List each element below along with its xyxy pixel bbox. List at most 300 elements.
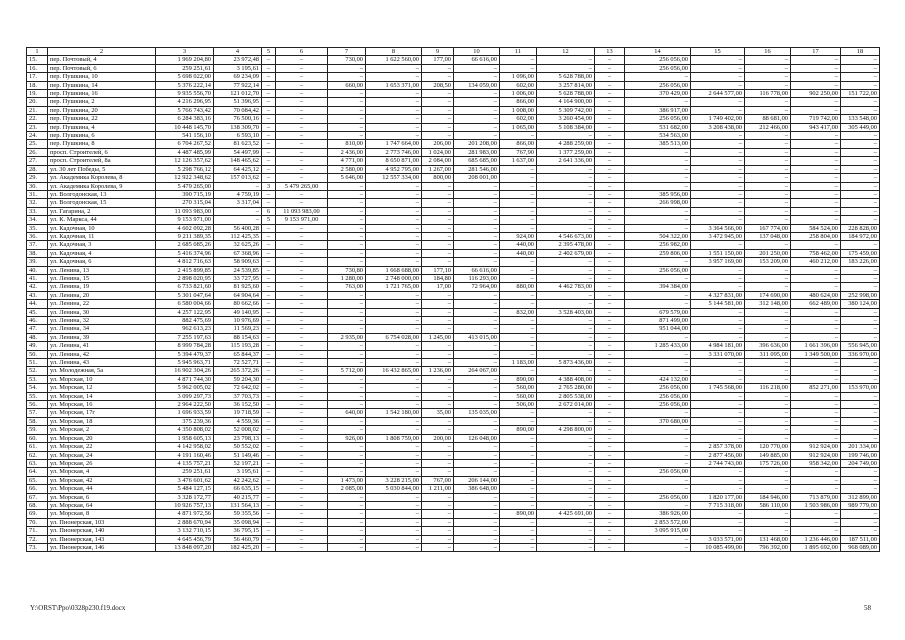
table-cell: –	[791, 216, 841, 224]
table-row	[27, 274, 880, 282]
table-cell: 1 668 688,00	[366, 266, 422, 274]
table-cell: ул. Морская, 17г	[48, 409, 156, 417]
table-cell: 1 377 259,00	[537, 148, 595, 156]
table-cell: –	[691, 266, 745, 274]
table-cell: –	[328, 384, 366, 392]
table-cell: 4 559,36	[214, 417, 262, 425]
table-cell: 208 001,00	[454, 174, 500, 182]
table-row	[27, 543, 880, 551]
table-cell: –	[276, 241, 328, 249]
table-cell: –	[691, 468, 745, 476]
table-cell: –	[422, 115, 454, 123]
table-cell: –	[537, 527, 595, 535]
table-cell: 35,00	[422, 409, 454, 417]
table-cell: 256 056,00	[625, 493, 691, 501]
table-cell: 259 806,00	[625, 249, 691, 257]
table-cell: –	[691, 527, 745, 535]
table-cell: –	[422, 199, 454, 207]
table-cell: –	[276, 115, 328, 123]
table-cell: –	[454, 308, 500, 316]
table-cell: 5 301 047,64	[156, 291, 214, 299]
table-cell: –	[276, 64, 328, 72]
table-cell: –	[328, 518, 366, 526]
table-cell: –	[500, 350, 537, 358]
table-cell: 51 149,46	[214, 451, 262, 459]
table-cell: 4 216 296,95	[156, 98, 214, 106]
table-cell: 560,00	[500, 384, 537, 392]
table-cell: –	[328, 90, 366, 98]
table-cell: –	[500, 56, 537, 64]
table-cell: –	[262, 325, 276, 333]
column-header: 15	[691, 48, 745, 56]
table-cell: 6 284 383,16	[156, 115, 214, 123]
table-cell: 27.	[27, 157, 48, 165]
table-cell: 556 945,00	[841, 342, 880, 350]
table-cell: –	[791, 476, 841, 484]
table-cell: –	[791, 317, 841, 325]
table-cell: –	[328, 241, 366, 249]
table-cell: –	[791, 518, 841, 526]
table-cell: 5 484 127,15	[156, 485, 214, 493]
table-cell: 43.	[27, 291, 48, 299]
table-cell: 504 322,00	[625, 232, 691, 240]
table-cell: 763,00	[328, 283, 366, 291]
table-cell: 184 972,00	[841, 232, 880, 240]
column-header: 18	[841, 48, 880, 56]
table-cell: ул. Морская, 12	[48, 384, 156, 392]
table-cell: 5 144 581,00	[691, 300, 745, 308]
table-row	[27, 493, 880, 501]
table-cell: 3 260 454,00	[537, 115, 595, 123]
table-cell: –	[595, 535, 625, 543]
table-cell: –	[791, 527, 841, 535]
table-cell: –	[500, 258, 537, 266]
table-cell: –	[454, 291, 500, 299]
table-cell: –	[791, 241, 841, 249]
table-cell: –	[691, 64, 745, 72]
table-cell: –	[454, 359, 500, 367]
table-cell: –	[745, 325, 791, 333]
table-cell: –	[454, 132, 500, 140]
table-cell: –	[454, 115, 500, 123]
table-cell: –	[691, 367, 745, 375]
table-cell: –	[791, 148, 841, 156]
table-cell: 24 539,85	[214, 266, 262, 274]
table-cell: –	[454, 375, 500, 383]
file-path-footer: Y:\ORST\Ppo\0328p230.f19.docx	[30, 604, 126, 612]
table-cell: –	[328, 501, 366, 509]
table-cell: –	[537, 291, 595, 299]
table-cell: –	[595, 232, 625, 240]
table-cell: –	[366, 459, 422, 467]
table-cell: –	[262, 241, 276, 249]
table-cell: –	[262, 333, 276, 341]
table-cell: 1 637,00	[500, 157, 537, 165]
table-cell: 912 924,00	[791, 451, 841, 459]
table-cell: 730,00	[328, 56, 366, 64]
table-cell: –	[791, 274, 841, 282]
table-cell: –	[262, 392, 276, 400]
table-cell: 49 140,95	[214, 308, 262, 316]
table-cell: –	[841, 157, 880, 165]
table-cell: –	[262, 510, 276, 518]
table-cell: –	[422, 510, 454, 518]
table-cell: 541 156,10	[156, 132, 214, 140]
table-cell: –	[262, 468, 276, 476]
table-cell: –	[745, 417, 791, 425]
table-row	[27, 190, 880, 198]
table-cell: ул. Морская, 42	[48, 476, 156, 484]
table-row	[27, 115, 880, 123]
table-cell: 76 500,16	[214, 115, 262, 123]
table-cell: 52 197,21	[214, 459, 262, 467]
table-cell: –	[745, 468, 791, 476]
table-cell: –	[366, 392, 422, 400]
table-cell: 54 497,99	[214, 148, 262, 156]
table-cell: –	[500, 342, 537, 350]
table-cell: –	[500, 417, 537, 425]
table-cell: –	[454, 468, 500, 476]
table-cell: –	[625, 367, 691, 375]
table-cell: –	[791, 266, 841, 274]
table-cell: 115 193,28	[214, 342, 262, 350]
table-cell: –	[841, 468, 880, 476]
table-cell: –	[500, 317, 537, 325]
table-cell: 440,00	[500, 241, 537, 249]
table-cell: пер. Пушкина, 16	[48, 90, 156, 98]
table-cell: 153 970,00	[841, 384, 880, 392]
table-cell: –	[841, 73, 880, 81]
table-cell: 2 964 222,50	[156, 401, 214, 409]
column-header: 3	[156, 48, 214, 56]
table-cell: –	[691, 510, 745, 518]
table-cell: –	[691, 140, 745, 148]
table-cell: 72.	[27, 535, 48, 543]
table-cell: –	[841, 527, 880, 535]
table-cell: –	[262, 535, 276, 543]
table-cell: ул. Морская, 64	[48, 501, 156, 509]
table-cell: 32 625,26	[214, 241, 262, 249]
table-cell: –	[366, 317, 422, 325]
table-cell: 390 715,19	[156, 190, 214, 198]
table-cell: –	[262, 73, 276, 81]
table-cell: –	[276, 190, 328, 198]
table-cell: –	[276, 485, 328, 493]
table-row	[27, 417, 880, 425]
table-cell: –	[537, 333, 595, 341]
table-cell: –	[791, 417, 841, 425]
table-cell: –	[841, 148, 880, 156]
table-cell: –	[454, 350, 500, 358]
table-cell: –	[595, 64, 625, 72]
table-cell: –	[276, 249, 328, 257]
table-cell: –	[276, 317, 328, 325]
table-cell: 5 416 374,96	[156, 249, 214, 257]
table-cell: 2 773 746,00	[366, 148, 422, 156]
table-cell: –	[500, 199, 537, 207]
table-cell: –	[262, 190, 276, 198]
table-cell: –	[791, 207, 841, 215]
table-cell: –	[691, 157, 745, 165]
table-cell: –	[422, 417, 454, 425]
table-row	[27, 266, 880, 274]
table-row	[27, 165, 880, 173]
table-cell: –	[366, 123, 422, 131]
table-cell: –	[422, 392, 454, 400]
table-cell: 730,80	[328, 266, 366, 274]
table-cell: –	[691, 148, 745, 156]
table-cell: –	[276, 165, 328, 173]
table-cell: –	[328, 224, 366, 232]
table-cell: –	[745, 81, 791, 89]
table-cell: –	[328, 106, 366, 114]
table-row	[27, 459, 880, 467]
table-cell: –	[276, 199, 328, 207]
table-cell: ул. Ленина, 41	[48, 342, 156, 350]
table-cell: –	[791, 434, 841, 442]
table-cell: –	[500, 493, 537, 501]
table-cell: 660,00	[328, 81, 366, 89]
table-cell: –	[422, 375, 454, 383]
table-cell: ул. Морская, 2	[48, 426, 156, 434]
column-header: 9	[422, 48, 454, 56]
table-cell: –	[276, 98, 328, 106]
table-cell: 852 271,00	[791, 384, 841, 392]
table-cell: –	[276, 224, 328, 232]
table-cell: –	[454, 106, 500, 114]
table-row	[27, 81, 880, 89]
table-cell: 80 662,66	[214, 300, 262, 308]
table-cell: 424 132,00	[625, 375, 691, 383]
table-cell: 890,00	[500, 426, 537, 434]
table-cell: –	[454, 426, 500, 434]
table-header-row	[27, 48, 880, 56]
table-cell: –	[454, 443, 500, 451]
table-cell: –	[454, 401, 500, 409]
table-cell: –	[745, 207, 791, 215]
table-cell: 305 449,00	[841, 123, 880, 131]
table-cell: 116 293,00	[454, 274, 500, 282]
table-cell: –	[537, 468, 595, 476]
table-cell: –	[745, 266, 791, 274]
column-header: 2	[48, 48, 156, 56]
table-cell: –	[537, 518, 595, 526]
table-cell: –	[276, 367, 328, 375]
table-cell: –	[366, 535, 422, 543]
table-cell: 4 191 160,46	[156, 451, 214, 459]
table-cell: –	[328, 350, 366, 358]
table-cell: –	[454, 232, 500, 240]
table-cell: пер. Пушкина, 14	[48, 81, 156, 89]
table-cell: ул. Морская, 8	[48, 510, 156, 518]
table-cell: –	[454, 300, 500, 308]
table-cell: 57.	[27, 409, 48, 417]
table-cell: –	[625, 443, 691, 451]
table-cell: 10 926 757,13	[156, 501, 214, 509]
table-cell: –	[422, 308, 454, 316]
table-cell: –	[625, 73, 691, 81]
table-cell: 758 462,00	[791, 249, 841, 257]
table-row	[27, 232, 880, 240]
table-cell: 1 622 560,00	[366, 56, 422, 64]
table-cell: –	[328, 216, 366, 224]
table-cell: –	[841, 317, 880, 325]
table-cell: 17.	[27, 73, 48, 81]
table-cell: –	[791, 325, 841, 333]
table-cell: –	[454, 510, 500, 518]
column-header: 14	[625, 48, 691, 56]
table-cell: –	[328, 199, 366, 207]
table-cell: 47.	[27, 325, 48, 333]
table-cell: –	[595, 367, 625, 375]
table-cell: –	[262, 543, 276, 551]
table-cell: –	[500, 333, 537, 341]
table-cell: –	[625, 182, 691, 190]
table-cell: 2 436,00	[328, 148, 366, 156]
table-row	[27, 333, 880, 341]
table-cell: –	[276, 510, 328, 518]
table-cell: –	[262, 367, 276, 375]
table-cell: –	[537, 501, 595, 509]
table-cell: –	[422, 241, 454, 249]
table-cell: –	[276, 426, 328, 434]
table-cell: 187 511,00	[841, 535, 880, 543]
table-cell: –	[422, 359, 454, 367]
table-cell: –	[454, 543, 500, 551]
table-cell: –	[595, 241, 625, 249]
table-cell: –	[276, 451, 328, 459]
table-cell: 148 465,62	[214, 157, 262, 165]
table-cell: –	[276, 535, 328, 543]
table-cell: –	[276, 359, 328, 367]
table-cell: 5 646,00	[328, 174, 366, 182]
table-cell: –	[691, 81, 745, 89]
table-cell: 9 153 971,00	[156, 216, 214, 224]
table-cell: –	[500, 182, 537, 190]
table-cell: 19.	[27, 90, 48, 98]
table-cell: –	[262, 274, 276, 282]
table-row	[27, 535, 880, 543]
table-cell: –	[595, 426, 625, 434]
table-cell: –	[841, 182, 880, 190]
table-cell: 12 922 348,62	[156, 174, 214, 182]
table-cell: –	[422, 90, 454, 98]
table-cell: 3	[262, 182, 276, 190]
table-cell: –	[745, 375, 791, 383]
table-cell: 54.	[27, 384, 48, 392]
table-cell: –	[276, 493, 328, 501]
table-cell: –	[841, 401, 880, 409]
table-cell: –	[454, 216, 500, 224]
table-cell: 3 317,04	[214, 199, 262, 207]
table-cell: –	[791, 308, 841, 316]
table-cell: ул. Пионерская, 140	[48, 527, 156, 535]
table-cell: –	[262, 98, 276, 106]
table-cell: –	[454, 392, 500, 400]
table-cell: –	[595, 90, 625, 98]
table-row	[27, 367, 880, 375]
table-cell: –	[328, 73, 366, 81]
table-cell: –	[276, 291, 328, 299]
table-cell: –	[625, 543, 691, 551]
table-cell: –	[366, 216, 422, 224]
table-row	[27, 90, 880, 98]
table-cell: –	[691, 485, 745, 493]
table-cell: –	[276, 468, 328, 476]
table-cell: –	[328, 417, 366, 425]
table-cell: 943 417,00	[791, 123, 841, 131]
table-cell: –	[595, 342, 625, 350]
table-cell: 183 226,00	[841, 258, 880, 266]
table-cell: –	[625, 274, 691, 282]
page-number: 58	[864, 604, 871, 612]
table-cell: 175 726,00	[745, 459, 791, 467]
table-cell: –	[276, 384, 328, 392]
table-cell: –	[276, 56, 328, 64]
table-cell: –	[537, 476, 595, 484]
table-cell: –	[841, 426, 880, 434]
table-cell: –	[276, 417, 328, 425]
table-cell: –	[841, 140, 880, 148]
table-cell: –	[595, 81, 625, 89]
table-row	[27, 258, 880, 266]
table-cell: 36 152,50	[214, 401, 262, 409]
table-cell: –	[625, 165, 691, 173]
table-cell: –	[500, 174, 537, 182]
table-cell: 11 569,23	[214, 325, 262, 333]
table-cell: –	[262, 451, 276, 459]
table-cell: 3 095 915,00	[625, 527, 691, 535]
table-cell: –	[422, 493, 454, 501]
column-header: 10	[454, 48, 500, 56]
table-cell: 72 964,00	[454, 283, 500, 291]
table-cell: 256 056,00	[625, 56, 691, 64]
table-cell: –	[791, 392, 841, 400]
table-cell: 131 468,00	[745, 535, 791, 543]
table-cell: 52 008,02	[214, 426, 262, 434]
table-cell: ул. Морская, 22	[48, 443, 156, 451]
table-cell: –	[745, 140, 791, 148]
table-row	[27, 518, 880, 526]
table-cell: 385 956,00	[625, 190, 691, 198]
table-cell: 64.	[27, 468, 48, 476]
table-cell: –	[366, 98, 422, 106]
table-cell: 11 093 983,00	[276, 207, 328, 215]
table-cell: –	[595, 182, 625, 190]
table-row	[27, 375, 880, 383]
table-cell: пер. Почтовый, 6	[48, 64, 156, 72]
table-cell: –	[500, 300, 537, 308]
table-cell: –	[745, 157, 791, 165]
table-cell: 65.	[27, 476, 48, 484]
table-cell: –	[366, 106, 422, 114]
table-cell: –	[625, 148, 691, 156]
table-cell: –	[537, 216, 595, 224]
table-cell: ул. 30 лет Победы, 5	[48, 165, 156, 173]
table-cell: ул. Волгодонская, 15	[48, 199, 156, 207]
table-cell: 1 236 446,00	[791, 535, 841, 543]
table-cell: 6 754 028,00	[366, 333, 422, 341]
table-cell: 206 144,00	[454, 476, 500, 484]
table-cell: –	[691, 518, 745, 526]
table-cell: –	[500, 64, 537, 72]
table-cell: 133 548,00	[841, 115, 880, 123]
table-cell: –	[691, 56, 745, 64]
table-cell: –	[595, 207, 625, 215]
table-cell: –	[366, 401, 422, 409]
table-cell: –	[500, 190, 537, 198]
table-cell: 460 212,00	[791, 258, 841, 266]
